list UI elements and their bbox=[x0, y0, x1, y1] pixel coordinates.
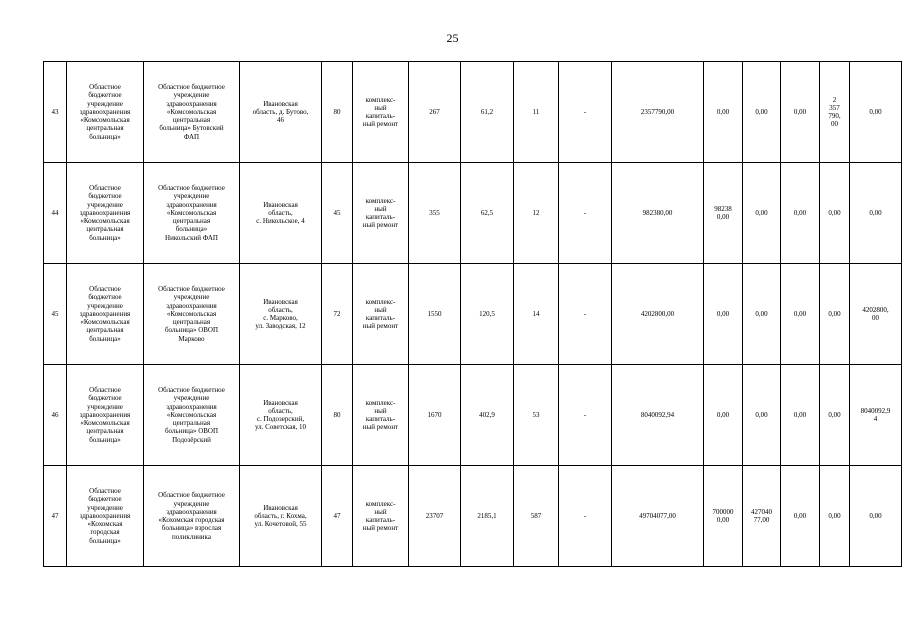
col-13-value: 0,00 bbox=[793, 410, 807, 419]
col-13-value-cell bbox=[781, 163, 820, 264]
col-12-value-cell bbox=[743, 264, 781, 365]
col-12-value: 0,00 bbox=[755, 107, 768, 116]
facility-name-cell bbox=[144, 62, 240, 163]
col-12-value-cell bbox=[743, 365, 781, 466]
facility-name: Областное бюджетное учреждение здравоохранения «Комсомольская центральная больница» Бутовский ФАП bbox=[158, 83, 225, 141]
table-row bbox=[44, 163, 902, 264]
total-cost: 2357790,00 bbox=[640, 107, 675, 116]
work-type-cell bbox=[353, 264, 409, 365]
table-row bbox=[44, 62, 902, 163]
owner-institution-cell bbox=[67, 163, 144, 264]
col-8-value-cell bbox=[514, 466, 559, 567]
facility-address: Ивановская область, с. Подозерский, ул. Советская, 10 bbox=[254, 398, 307, 432]
col-6-value: 267 bbox=[429, 107, 440, 116]
col-15-value-cell bbox=[850, 62, 902, 163]
row-number-cell bbox=[44, 365, 67, 466]
col-12-value-cell bbox=[743, 62, 781, 163]
col-14-value: 0,00 bbox=[828, 309, 841, 318]
col-7-value: 61,2 bbox=[480, 107, 494, 116]
col-4-value-cell bbox=[322, 62, 353, 163]
table-row bbox=[44, 264, 902, 365]
owner-institution-cell bbox=[67, 365, 144, 466]
col-11-value-cell bbox=[704, 365, 743, 466]
owner-institution-cell bbox=[67, 466, 144, 567]
col-6-value-cell bbox=[409, 264, 461, 365]
col-7-value-cell bbox=[461, 264, 514, 365]
col-11-value-cell bbox=[704, 264, 743, 365]
col-11-value-cell bbox=[704, 466, 743, 567]
facility-address: Ивановская область, д. Бутово, 46 bbox=[252, 99, 309, 125]
total-cost-cell bbox=[612, 365, 704, 466]
row-number: 44 bbox=[51, 208, 59, 217]
facilities-table bbox=[43, 61, 902, 567]
facility-name: Областное бюджетное учреждение здравоохранения «Комсомольская центральная больница» Никольский ФАП bbox=[158, 184, 225, 242]
col-8-value: 14 bbox=[532, 309, 540, 318]
facility-address-cell bbox=[240, 62, 322, 163]
owner-institution-cell bbox=[67, 62, 144, 163]
col-13-value: 0,00 bbox=[793, 511, 807, 520]
col-15-value: 0,00 bbox=[869, 208, 882, 217]
col-15-value-cell bbox=[850, 163, 902, 264]
col-9-value-cell bbox=[559, 62, 612, 163]
row-number-cell bbox=[44, 264, 67, 365]
work-type: комплекс- ный капиталь- ный ремонт bbox=[362, 499, 399, 533]
col-11-value-cell bbox=[704, 62, 743, 163]
col-12-value: 0,00 bbox=[755, 309, 768, 318]
work-type-cell bbox=[353, 365, 409, 466]
col-6-value-cell bbox=[409, 62, 461, 163]
col-11-value: 0,00 bbox=[716, 107, 730, 116]
col-7-value: 62,5 bbox=[480, 208, 494, 217]
col-11-value: 0,00 bbox=[716, 309, 730, 318]
facility-address-cell bbox=[240, 466, 322, 567]
col-11-value: 0,00 bbox=[716, 410, 730, 419]
col-13-value: 0,00 bbox=[793, 309, 807, 318]
facility-address-cell bbox=[240, 163, 322, 264]
col-12-value-cell bbox=[743, 466, 781, 567]
col-4-value: 72 bbox=[333, 309, 341, 318]
work-type-cell bbox=[353, 163, 409, 264]
col-13-value-cell bbox=[781, 365, 820, 466]
col-8-value-cell bbox=[514, 264, 559, 365]
row-number: 46 bbox=[51, 410, 59, 419]
col-7-value-cell bbox=[461, 365, 514, 466]
facility-name-cell bbox=[144, 163, 240, 264]
col-4-value-cell bbox=[322, 365, 353, 466]
row-number-cell bbox=[44, 62, 67, 163]
col-14-value: 0,00 bbox=[828, 511, 841, 520]
work-type: комплекс- ный капиталь- ный ремонт bbox=[362, 196, 399, 230]
col-7-value: 402,9 bbox=[479, 410, 495, 419]
col-7-value-cell bbox=[461, 62, 514, 163]
work-type: комплекс- ный капиталь- ный ремонт bbox=[362, 398, 399, 432]
owner-institution: Областное бюджетное учреждение здравоохранения «Комсомольская центральная больница» bbox=[79, 285, 131, 343]
col-9-value: - bbox=[583, 208, 587, 217]
total-cost-cell bbox=[612, 163, 704, 264]
col-8-value-cell bbox=[514, 365, 559, 466]
col-4-value-cell bbox=[322, 163, 353, 264]
col-15-value: 4202800, 00 bbox=[862, 305, 889, 322]
owner-institution: Областное бюджетное учреждение здравоохранения «Комсомольская центральная больница» bbox=[79, 184, 131, 242]
row-number: 47 bbox=[51, 511, 59, 520]
col-6-value-cell bbox=[409, 163, 461, 264]
work-type: комплекс- ный капиталь- ный ремонт bbox=[362, 95, 399, 129]
facility-address: Ивановская область, г. Кохма, ул. Кочетовой, 55 bbox=[254, 503, 307, 529]
owner-institution: Областное бюджетное учреждение здравоохранения «Комсомольская центральная больница» bbox=[79, 386, 131, 444]
col-4-value: 47 bbox=[333, 511, 341, 520]
col-4-value-cell bbox=[322, 466, 353, 567]
col-8-value: 11 bbox=[532, 107, 540, 116]
col-13-value-cell bbox=[781, 62, 820, 163]
work-type-cell bbox=[353, 466, 409, 567]
table-row bbox=[44, 365, 902, 466]
col-7-value-cell bbox=[461, 163, 514, 264]
col-9-value-cell bbox=[559, 466, 612, 567]
col-9-value: - bbox=[583, 309, 587, 318]
page-number: 25 bbox=[446, 31, 459, 45]
facility-name: Областное бюджетное учреждение здравоохранения «Кохомская городская больница» взрослая поликлиника bbox=[158, 491, 225, 541]
col-9-value: - bbox=[583, 511, 587, 520]
facility-name-cell bbox=[144, 365, 240, 466]
facility-name: Областное бюджетное учреждение здравоохранения «Комсомольская центральная больница» ОВОП Марково bbox=[158, 285, 225, 343]
facility-name-cell bbox=[144, 466, 240, 567]
facility-address: Ивановская область, с. Никольское, 4 bbox=[256, 200, 305, 226]
col-9-value-cell bbox=[559, 163, 612, 264]
facility-address: Ивановская область, с. Марково, ул. Заводская, 12 bbox=[255, 297, 306, 331]
total-cost-cell bbox=[612, 264, 704, 365]
col-9-value-cell bbox=[559, 264, 612, 365]
col-9-value-cell bbox=[559, 365, 612, 466]
col-14-value-cell bbox=[820, 264, 850, 365]
col-6-value: 355 bbox=[429, 208, 440, 217]
facility-address-cell bbox=[240, 365, 322, 466]
col-7-value: 120,5 bbox=[479, 309, 495, 318]
col-12-value: 0,00 bbox=[755, 208, 768, 217]
col-11-value: 700000 0,00 bbox=[712, 507, 734, 524]
col-15-value-cell bbox=[850, 365, 902, 466]
col-15-value: 0,00 bbox=[869, 107, 882, 116]
col-12-value: 427040 77,00 bbox=[751, 507, 772, 524]
col-13-value-cell bbox=[781, 466, 820, 567]
col-14-value-cell bbox=[820, 62, 850, 163]
col-13-value: 0,00 bbox=[793, 208, 807, 217]
total-cost-cell bbox=[612, 466, 704, 567]
col-14-value-cell bbox=[820, 163, 850, 264]
col-7-value-cell bbox=[461, 466, 514, 567]
col-15-value: 0,00 bbox=[869, 511, 882, 520]
col-4-value: 45 bbox=[333, 208, 341, 217]
total-cost: 8040092,94 bbox=[640, 410, 675, 419]
col-9-value: - bbox=[583, 107, 587, 116]
owner-institution-cell bbox=[67, 264, 144, 365]
facility-name-cell bbox=[144, 264, 240, 365]
total-cost-cell bbox=[612, 62, 704, 163]
owner-institution: Областное бюджетное учреждение здравоохранения «Комсомольская центральная больница» bbox=[79, 83, 131, 141]
col-4-value-cell bbox=[322, 264, 353, 365]
col-13-value: 0,00 bbox=[793, 107, 807, 116]
col-6-value: 1670 bbox=[427, 410, 442, 419]
total-cost: 982380,00 bbox=[642, 208, 673, 217]
row-number-cell bbox=[44, 466, 67, 567]
facility-address-cell bbox=[240, 264, 322, 365]
col-8-value: 12 bbox=[532, 208, 540, 217]
col-11-value: 98238 0,00 bbox=[714, 204, 732, 221]
col-15-value-cell bbox=[850, 264, 902, 365]
col-7-value: 2185,1 bbox=[477, 511, 497, 520]
col-14-value-cell bbox=[820, 365, 850, 466]
col-14-value: 2 357 790, 00 bbox=[828, 95, 841, 129]
row-number: 43 bbox=[51, 107, 59, 116]
total-cost: 4202800,00 bbox=[640, 309, 675, 318]
col-15-value: 8040092,9 4 bbox=[860, 406, 891, 423]
col-13-value-cell bbox=[781, 264, 820, 365]
row-number: 45 bbox=[51, 309, 59, 318]
col-14-value: 0,00 bbox=[828, 410, 841, 419]
owner-institution: Областное бюджетное учреждение здравоохранения «Кохомская городская больница» bbox=[79, 487, 131, 545]
work-type: комплекс- ный капиталь- ный ремонт bbox=[362, 297, 399, 331]
row-number-cell bbox=[44, 163, 67, 264]
table-row bbox=[44, 466, 902, 567]
col-12-value-cell bbox=[743, 163, 781, 264]
col-4-value: 80 bbox=[333, 410, 341, 419]
col-8-value: 587 bbox=[530, 511, 542, 520]
col-8-value-cell bbox=[514, 62, 559, 163]
col-4-value: 80 bbox=[333, 107, 341, 116]
col-15-value-cell bbox=[850, 466, 902, 567]
col-6-value-cell bbox=[409, 365, 461, 466]
col-9-value: - bbox=[583, 410, 587, 419]
col-6-value: 1550 bbox=[427, 309, 442, 318]
col-8-value: 53 bbox=[532, 410, 540, 419]
col-11-value-cell bbox=[704, 163, 743, 264]
total-cost: 49704077,00 bbox=[639, 511, 676, 520]
work-type-cell bbox=[353, 62, 409, 163]
col-6-value: 23707 bbox=[425, 511, 444, 520]
col-14-value: 0,00 bbox=[828, 208, 841, 217]
col-8-value-cell bbox=[514, 163, 559, 264]
facility-name: Областное бюджетное учреждение здравоохранения «Комсомольская центральная больница» ОВОП Подозёрский bbox=[158, 386, 225, 444]
col-6-value-cell bbox=[409, 466, 461, 567]
col-14-value-cell bbox=[820, 466, 850, 567]
col-12-value: 0,00 bbox=[755, 410, 768, 419]
